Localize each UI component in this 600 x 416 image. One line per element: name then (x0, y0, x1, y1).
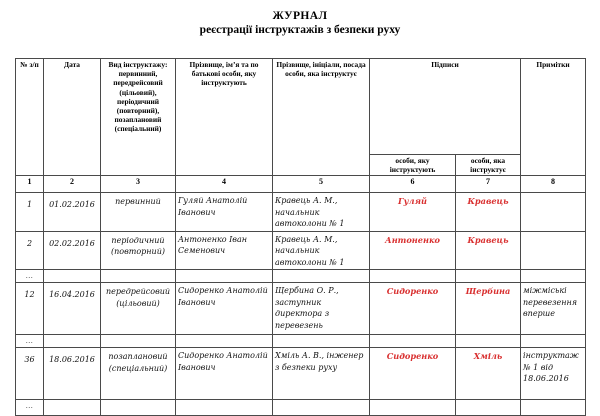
title-subtitle: реєстрації інструктажів з безпеки руху (199, 24, 401, 36)
table-ellipsis-row (16, 270, 586, 283)
ellipsis-cell (273, 270, 370, 283)
row-number (16, 193, 44, 232)
ellipsis-value: ... (25, 271, 34, 281)
row-signature-trainee (370, 348, 456, 400)
document-title (0, 0, 600, 38)
row-date (44, 348, 101, 400)
row-trainee (176, 348, 273, 400)
ellipsis-cell (176, 270, 273, 283)
colnum-6: 6 (370, 176, 456, 193)
table-header-row (16, 59, 586, 155)
header-trainee-name: Прізвище, ім’я та по батькові особи, яку інструктують (176, 59, 273, 176)
colnum-3: 3 (101, 176, 176, 193)
row-signature-instructor (456, 193, 521, 232)
row-note-value (523, 194, 583, 195)
table-row (16, 348, 586, 400)
row-instructor-value: Хміль А. В., інженер з безпеки руху (275, 351, 364, 372)
ellipsis-cell (16, 335, 44, 348)
row-date-value: 16.04.2016 (49, 290, 95, 300)
table-ellipsis-row (16, 335, 586, 348)
ellipsis-cell (456, 270, 521, 283)
signature-instructor-value: Кравець (467, 234, 509, 245)
header-date: Дата (44, 59, 101, 176)
colnum-1: 1 (16, 176, 44, 193)
ellipsis-cell (273, 335, 370, 348)
row-number-value: 1 (26, 200, 33, 210)
row-note (521, 193, 586, 232)
ellipsis-cell (101, 270, 176, 283)
signature-instructor-value: Щербина (465, 286, 511, 297)
colnum-2: 2 (44, 176, 101, 193)
ellipsis-cell (44, 270, 101, 283)
row-note (521, 348, 586, 400)
row-instruction-type (101, 283, 176, 335)
ellipsis-cell (370, 335, 456, 348)
row-trainee-value: Сидоренко Анатолій Іванович (178, 351, 268, 372)
row-instructor (273, 348, 370, 400)
header-signature-instructor: особи, яка інструктує (456, 155, 521, 176)
row-note-value: інструктаж № 1 від 18.06.2016 (523, 351, 579, 384)
row-signature-instructor (456, 348, 521, 400)
row-signature-instructor (456, 231, 521, 270)
column-numbering-row (16, 176, 586, 193)
row-date-value: 02.02.2016 (49, 238, 95, 248)
row-note-value (523, 233, 583, 234)
row-signature-trainee (370, 193, 456, 232)
row-instructor-value: Кравець А. М., начальник автоколони № 1 (275, 196, 345, 229)
signature-instructor-value: Кравець (467, 196, 509, 207)
row-number-value: 12 (24, 290, 35, 300)
ellipsis-cell (521, 335, 586, 348)
journal-table (15, 58, 586, 416)
signature-instructor-value: Хміль (473, 351, 503, 362)
ellipsis-cell (176, 335, 273, 348)
signature-trainee-value: Сидоренко (386, 286, 439, 297)
row-signature-trainee (370, 283, 456, 335)
ellipsis-value: ... (25, 336, 34, 346)
row-instructor (273, 231, 370, 270)
header-number: № з/п (16, 59, 44, 176)
signature-trainee-value: Сидоренко (386, 351, 439, 362)
row-number-value: 2 (26, 238, 33, 248)
row-type-value: передрейсовий (цільовий) (105, 287, 171, 308)
row-trainee (176, 193, 273, 232)
header-signature-trainee: особи, яку інструктують (370, 155, 456, 176)
row-instruction-type (101, 193, 176, 232)
colnum-7: 7 (456, 176, 521, 193)
colnum-4: 4 (176, 176, 273, 193)
row-number (16, 283, 44, 335)
row-type-value: позаплановий (спеціальний) (108, 352, 168, 373)
row-instructor (273, 193, 370, 232)
row-date-value: 01.02.2016 (49, 200, 95, 210)
row-instruction-type (101, 231, 176, 270)
colnum-5: 5 (273, 176, 370, 193)
signature-trainee-value: Антоненко (385, 234, 440, 245)
header-signatures-group: Підписи (370, 59, 521, 155)
row-instruction-type (101, 348, 176, 400)
row-date (44, 283, 101, 335)
ellipsis-cell (521, 270, 586, 283)
header-notes: Примітки (521, 59, 586, 176)
header-instruction-type: Вид інструктажу: первинний, передрейсовий (цільовий), періодичний (повторний), позаплановий (спеціальний) (101, 59, 176, 176)
ellipsis-value: ... (25, 401, 34, 411)
ellipsis-cell (16, 270, 44, 283)
title-main: ЖУРНАЛ (272, 10, 328, 22)
header-instructor-name: Прізвище, ініціали, посада особи, яка інструктує (273, 59, 370, 176)
table-row (16, 283, 586, 335)
ellipsis-cell (101, 335, 176, 348)
row-instructor-value: Кравець А. М., начальник автоколони № 1 (275, 234, 345, 267)
row-trainee-value: Антоненко Іван Семенович (178, 234, 247, 256)
ellipsis-cell (370, 270, 456, 283)
row-note (521, 283, 586, 335)
row-note (521, 231, 586, 270)
row-number (16, 231, 44, 270)
row-trainee (176, 283, 273, 335)
row-date (44, 231, 101, 270)
colnum-8: 8 (521, 176, 586, 193)
row-instructor (273, 283, 370, 335)
row-date (44, 193, 101, 232)
row-trainee (176, 231, 273, 270)
row-note-value: міжміські перевезення вперше (523, 286, 578, 319)
row-number (16, 348, 44, 400)
ellipsis-cell (456, 335, 521, 348)
ellipsis-cell (44, 335, 101, 348)
row-type-value: первинний (115, 197, 161, 207)
signature-trainee-value: Гуляй (397, 196, 427, 207)
row-trainee-value: Гуляй Анатолій Іванович (178, 196, 248, 217)
row-signature-trainee (370, 231, 456, 270)
table-row (16, 193, 586, 232)
table-row (16, 231, 586, 270)
journal-table-container (15, 58, 585, 416)
row-number-value: 36 (24, 355, 35, 365)
row-signature-instructor (456, 283, 521, 335)
row-type-value: періодичний (повторний) (111, 235, 165, 257)
row-trainee-value: Сидоренко Анатолій Іванович (178, 286, 268, 307)
row-instructor-value: Щербина О. Р., заступник директора з перевезень (275, 286, 339, 330)
row-date-value: 18.06.2016 (49, 355, 95, 365)
